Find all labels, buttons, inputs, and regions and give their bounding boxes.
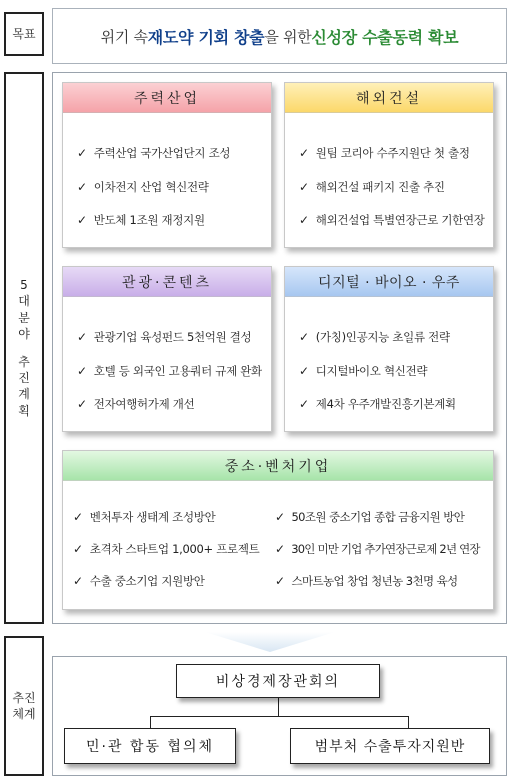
check-icon: ✓ <box>73 574 83 588</box>
list-item: ✓ 스마트농업 창업 청년농 3천명 육성 <box>275 574 458 588</box>
list-item: ✓ 주력산업 국가산업단지 조성 <box>77 146 231 160</box>
card-overseas-construction <box>284 82 494 248</box>
check-icon: ✓ <box>77 146 87 160</box>
plan-label-char: 진 <box>18 371 30 386</box>
list-item: ✓ 호텔 등 외국인 고용쿼터 규제 완화 <box>77 364 262 378</box>
flow-arrow-icon <box>205 632 335 652</box>
connector-line <box>150 716 408 717</box>
plan-label-char: 대 <box>18 294 30 309</box>
check-icon: ✓ <box>73 542 83 556</box>
connector-line <box>150 716 151 728</box>
list-item: ✓ 50조원 중소기업 종합 금융지원 방안 <box>275 510 465 524</box>
list-item: ✓ 이차전지 산업 혁신전략 <box>77 180 209 194</box>
check-icon: ✓ <box>275 510 285 524</box>
plan-label-char: 분 <box>18 310 30 325</box>
list-item: ✓ 해외건설 패키지 진출 추진 <box>299 180 445 194</box>
list-item: ✓ 벤처투자 생태계 조성방안 <box>73 510 216 524</box>
check-icon: ✓ <box>275 574 285 588</box>
plan-label-char: 야 <box>18 326 30 341</box>
card-title: 관광·콘텐츠 <box>63 267 271 297</box>
card-title: 중소·벤처기업 <box>63 451 493 481</box>
emergency-economic-ministers-meeting: 비상경제장관회의 <box>176 664 380 698</box>
system-side-label: 추진 체계 <box>4 636 44 776</box>
goal-statement: 위기 속 재도약 기회 창출 을 위한 신성장 수출동력 확보 <box>52 8 507 64</box>
plan-label-char: 5 <box>20 278 28 293</box>
check-icon: ✓ <box>77 180 87 194</box>
list-item: ✓ 해외건설업 특별연장근로 기한연장 <box>299 213 485 227</box>
check-icon: ✓ <box>77 213 87 227</box>
list-item: ✓ (가칭)인공지능 초일류 전략 <box>299 330 450 344</box>
card-title: 해외건설 <box>285 83 493 113</box>
public-private-council: 민·관 합동 협의체 <box>64 728 236 764</box>
list-item: ✓ 제4차 우주개발진흥기본계획 <box>299 397 456 411</box>
card-title: 주력산업 <box>63 83 271 113</box>
list-item: ✓ 관광기업 육성펀드 5천억원 결성 <box>77 330 252 344</box>
card-title: 디지털 · 바이오 · 우주 <box>285 267 493 297</box>
check-icon: ✓ <box>77 397 87 411</box>
list-item: ✓ 원팀 코리아 수주지원단 첫 출정 <box>299 146 470 160</box>
plan-label-char: 계 <box>18 387 30 402</box>
list-item: ✓ 전자여행허가제 개선 <box>77 397 195 411</box>
goal-side-label: 목표 <box>4 12 44 56</box>
plan-label-char: 획 <box>18 403 30 418</box>
card-main-industry <box>62 82 272 248</box>
check-icon: ✓ <box>77 330 87 344</box>
list-item: ✓ 초격차 스타트업 1,000+ 프로젝트 <box>73 542 260 556</box>
connector-line <box>408 716 409 728</box>
check-icon: ✓ <box>299 397 309 411</box>
check-icon: ✓ <box>299 364 309 378</box>
check-icon: ✓ <box>299 180 309 194</box>
connector-line <box>278 698 279 716</box>
list-item: ✓ 30인 미만 기업 추가연장근로제 2년 연장 <box>275 542 480 556</box>
export-investment-support-team: 범부처 수출투자지원반 <box>290 728 490 764</box>
check-icon: ✓ <box>299 213 309 227</box>
plan-side-label <box>4 72 44 624</box>
check-icon: ✓ <box>299 146 309 160</box>
check-icon: ✓ <box>275 542 285 556</box>
card-sme-venture <box>62 450 494 610</box>
plan-label-char: 추 <box>18 355 30 369</box>
check-icon: ✓ <box>299 330 309 344</box>
list-item: ✓ 반도체 1조원 재정지원 <box>77 213 205 227</box>
check-icon: ✓ <box>73 510 83 524</box>
card-digital-bio-space <box>284 266 494 432</box>
check-icon: ✓ <box>77 364 87 378</box>
list-item: ✓ 디지털바이오 혁신전략 <box>299 364 428 378</box>
list-item: ✓ 수출 중소기업 지원방안 <box>73 574 205 588</box>
card-tourism-content <box>62 266 272 432</box>
